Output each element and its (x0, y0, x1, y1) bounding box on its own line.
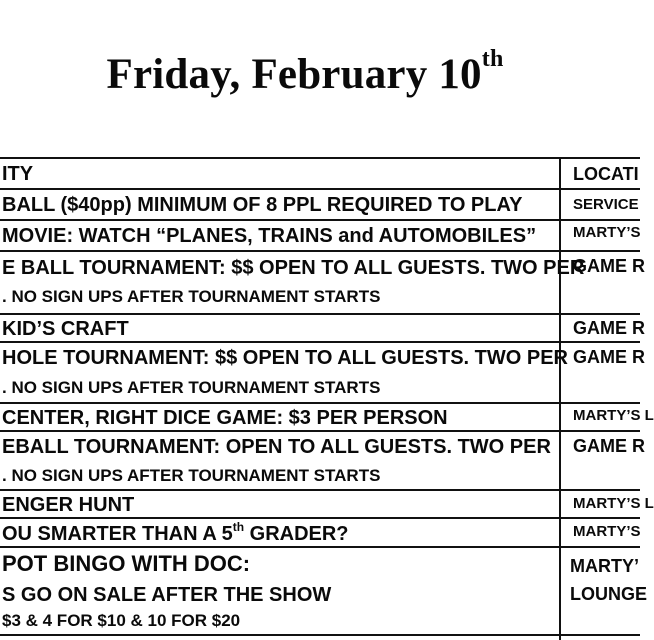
activity-text-cont: . NO SIGN UPS AFTER TOURNAMENT STARTS (2, 287, 381, 306)
row-divider (0, 430, 640, 432)
location-text: MARTY’S (573, 224, 641, 241)
row-divider (0, 546, 640, 548)
location-text: GAME R (573, 256, 645, 276)
activity-text-part: OU SMARTER THAN A 5 (2, 523, 233, 545)
location-column-header: LOCATI (573, 164, 639, 184)
activity-text: KID’S CRAFT (2, 318, 129, 340)
row-divider (0, 402, 640, 404)
activity-text: EBALL TOURNAMENT: OPEN TO ALL GUESTS. TWO PER (2, 436, 551, 458)
location-text: GAME R (573, 318, 645, 338)
activity-text: BALL ($40pp) MINIMUM OF 8 PPL REQUIRED TO PLAY (2, 194, 523, 216)
activity-text: POT BINGO WITH DOC: (2, 551, 251, 576)
activity-text-cont: . NO SIGN UPS AFTER TOURNAMENT STARTS (2, 378, 381, 397)
activity-text (2, 520, 349, 545)
activity-text: E BALL TOURNAMENT: $$ OPEN TO ALL GUESTS. TWO PER (2, 257, 585, 279)
row-divider (0, 313, 640, 315)
location-text-cont: LOUNGE (570, 584, 648, 604)
activity-text: MOVIE: WATCH “PLANES, TRAINS and AUTOMOBILES” (2, 225, 537, 247)
activity-column-header: ITY (2, 163, 34, 185)
location-text: MARTY’S (573, 523, 641, 540)
location-text: GAME R (573, 436, 645, 456)
activity-text: ENGER HUNT (2, 494, 135, 516)
column-divider (559, 158, 561, 640)
title-ordinal: th (481, 46, 504, 72)
activity-text: HOLE TOURNAMENT: $$ OPEN TO ALL GUESTS. TWO PER (2, 347, 568, 369)
activity-text-part: GRADER? (244, 523, 349, 545)
row-divider (0, 634, 640, 636)
activity-text-cont: S GO ON SALE AFTER THE SHOW (2, 584, 332, 606)
location-text: MARTY’S L (573, 495, 654, 512)
row-divider (0, 489, 640, 491)
location-text: SERVICE (573, 196, 639, 213)
row-divider (0, 341, 640, 343)
row-divider (0, 188, 640, 190)
location-text: MARTY’ (570, 556, 639, 576)
ordinal-suffix: th (232, 520, 245, 534)
row-divider (0, 219, 640, 221)
location-text: GAME R (573, 347, 645, 367)
page-title (0, 46, 610, 99)
row-divider (0, 517, 640, 519)
title-text: Friday, February 10 (106, 51, 482, 98)
activity-text-cont: . NO SIGN UPS AFTER TOURNAMENT STARTS (2, 466, 381, 485)
table-top-border (0, 157, 640, 159)
location-text: MARTY’S L (573, 407, 654, 424)
row-divider (0, 250, 640, 252)
activity-text-cont: $3 & 4 FOR $10 & 10 FOR $20 (2, 611, 241, 630)
activity-text: CENTER, RIGHT DICE GAME: $3 PER PERSON (2, 407, 448, 429)
